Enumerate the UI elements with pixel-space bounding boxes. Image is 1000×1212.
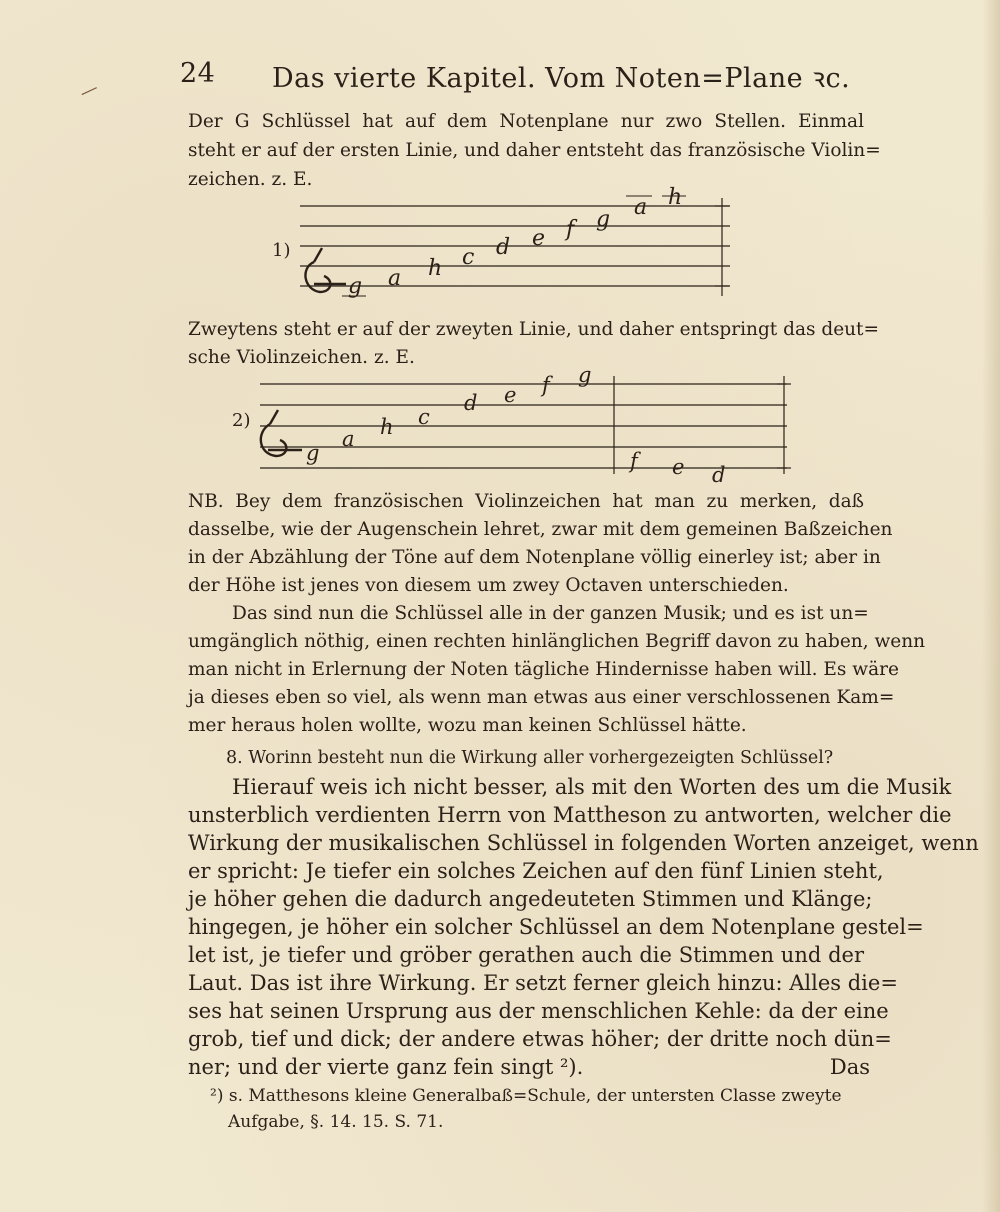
answer-line: hingegen, je höher ein solcher Schlüssel an dem Notenplane gestel= [188,915,924,939]
note-letter: f [566,217,575,242]
note-letter: a [634,195,648,220]
note-letter: f [630,449,638,473]
answer-line: unsterblich verdienten Herrn von Mattheson zu antworten, welcher die [188,803,952,827]
note-letter: h [380,415,394,439]
answer-line: let ist, je tiefer und gröber gerathen auch die Stimmen und der [188,943,864,967]
nb-line: der Höhe ist jenes von diesem um zwey Octaven unterschieden. [188,575,789,596]
note-letter: g [306,441,320,465]
para3-line: man nicht in Erlernung der Noten tägliche Hindernisse haben will. Es wäre [188,659,899,680]
question-heading: 8. Worinn besteht nun die Wirkung aller vorhergezeigten Schlüssel? [226,748,834,768]
para3-line: mer heraus holen wollte, wozu man keinen Schlüssel hätte. [188,715,747,736]
note-letter: h [668,185,683,210]
para2-line: sche Violinzeichen. z. E. [188,347,415,368]
answer-line: grob, tief und dick; der andere etwas höher; der dritte noch dün= [188,1027,892,1051]
note-letter: e [504,383,517,407]
music-example-2 [232,363,802,487]
note-letter: d [464,391,478,415]
catchword: Das [829,1055,870,1079]
answer-line: Hierauf weis ich nicht besser, als mit den Worten des um die Musik [232,775,952,799]
nb-line: dasselbe, wie der Augenschein lehret, zwar mit dem gemeinen Baßzeichen [188,519,893,540]
answer-line: Wirkung der musikalischen Schlüssel in folgenden Worten anzeiget, wenn [188,831,979,855]
answer-line: ses hat seinen Ursprung aus der menschlichen Kehle: da der eine [188,999,889,1023]
note-letter: f [542,373,550,397]
footnote-line: Aufgabe, §. 14. 15. S. 71. [228,1112,444,1132]
footnote-line: ²) s. Matthesons kleine Generalbaß=Schule, der untersten Classe zweyte [210,1086,842,1106]
para1-line: steht er auf der ersten Linie, und daher entsteht das französische Violin= [188,140,881,161]
running-title: Das vierte Kapitel. Vom Noten=Plane ꝛc. [272,63,851,94]
staff-1-svg [270,185,750,306]
example-1-label: 1) [272,240,291,261]
page-number: 24 [180,58,216,89]
staff-2-svg [232,363,802,487]
note-letter: d [712,463,726,487]
para3-line: Das sind nun die Schlüssel alle in der ganzen Musik; und es ist un= [232,603,869,624]
example-2-label: 2) [232,410,251,431]
note-letter: e [532,226,546,251]
nb-line: in der Abzählung der Töne auf dem Notenplane völlig einerley ist; aber in [188,547,881,568]
para3-line: umgänglich nöthig, einen rechten hinlänglichen Begriff davon zu haben, wenn [188,631,926,652]
para1-line: Der G Schlüssel hat auf dem Notenplane nur zwo Stellen. Einmal [188,111,864,132]
para3-line: ja dieses eben so viel, als wenn man etwas aus einer verschlossenen Kam= [188,687,895,708]
note-letter: g [348,274,363,299]
note-letter: a [342,427,355,451]
note-letter: c [462,245,475,270]
stray-mark: — [76,77,102,104]
nb-line: NB. Bey dem französischen Violinzeichen hat man zu merken, daß [188,491,864,512]
running-header [180,58,880,98]
para2-line: Zweytens steht er auf der zweyten Linie, und daher entspringt das deut= [188,319,879,340]
note-letter: c [418,405,430,429]
answer-line: je höher gehen die dadurch angedeuteten Stimmen und Klänge; [188,887,873,911]
answer-line: ner; und der vierte ganz fein singt ²). [188,1055,584,1079]
answer-line: er spricht: Je tiefer ein solches Zeichen auf den fünf Linien steht, [188,859,884,883]
para1-line: zeichen. z. E. [188,169,313,190]
answer-line: Laut. Das ist ihre Wirkung. Er setzt ferner gleich hinzu: Alles die= [188,971,898,995]
note-letter: h [428,256,443,281]
note-letter: g [596,207,611,232]
note-letter: g [578,363,592,387]
note-letter: e [672,455,685,479]
music-example-1 [270,185,750,306]
note-letter: d [496,235,511,260]
page-edge [982,0,1000,1212]
note-letter: a [388,266,402,291]
